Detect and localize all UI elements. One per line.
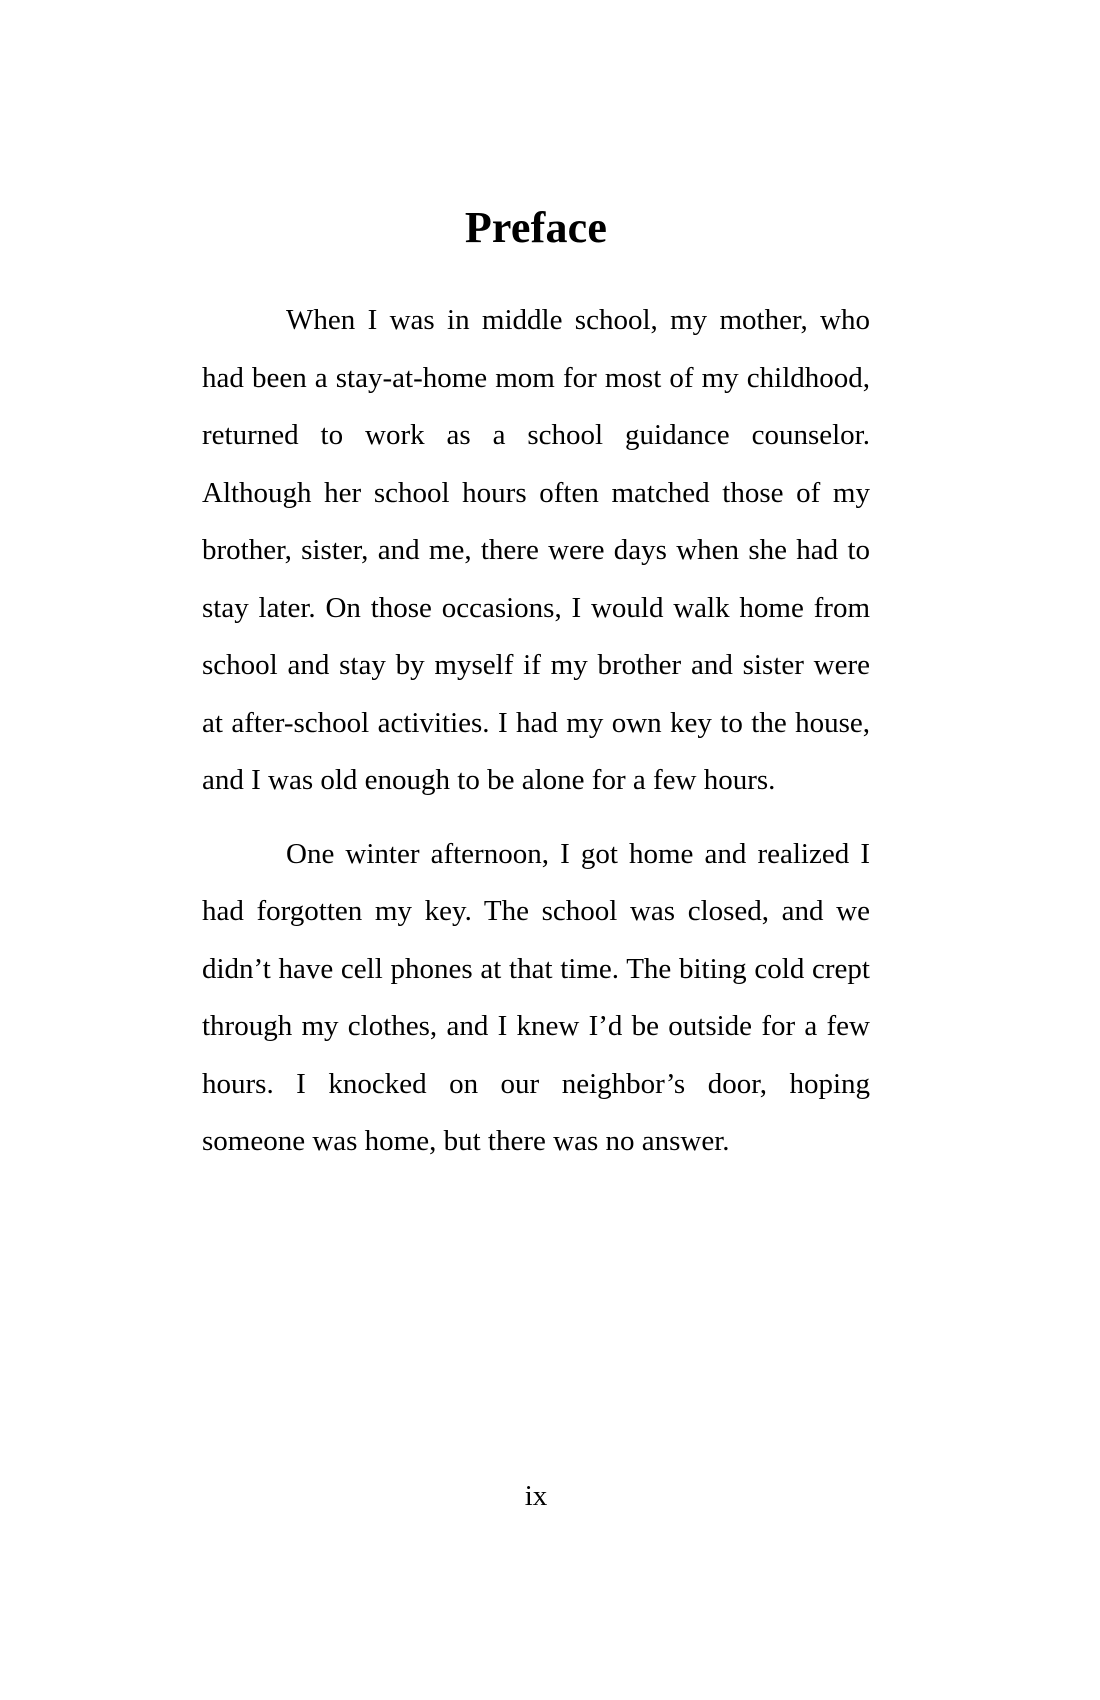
body-paragraph-2: One winter afternoon, I got home and realized I had forgotten my key. The school was closed, and we didn’t have cell phones at that time. The biting cold crept through my clothes, and I knew I’d be outside for a few hours. I knocked on our neighbor’s door, hoping someone was home, but there was no answer. (202, 837, 870, 1157)
page-title: Preface (464, 203, 608, 252)
page-number: ix (524, 1480, 548, 1512)
body-text-block (202, 292, 870, 1171)
body-paragraph-1: When I was in middle school, my mother, who had been a stay-at-home mom for most of my childhood, returned to work as a school guidance counselor. Although her school hours often matched those of my brother, sister, and me, there were days when she had to stay later. On those occasions, I would walk home from school and stay by myself if my brother and sister were at after-school activities. I had my own key to the house, and I was old enough to be alone for a few hours. (202, 304, 870, 796)
text-column (202, 0, 870, 1700)
